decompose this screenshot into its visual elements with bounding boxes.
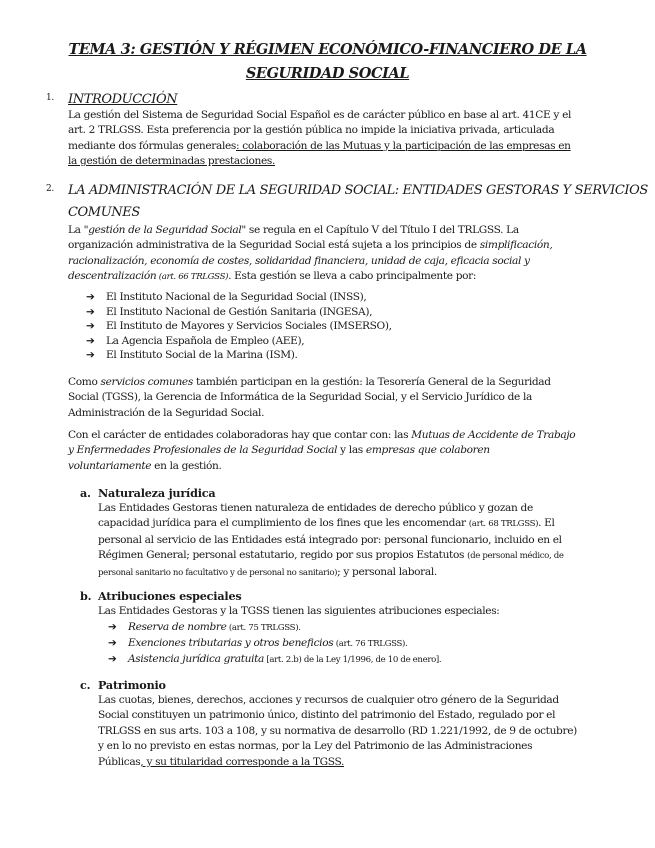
section-2-number: 2. xyxy=(46,184,54,194)
entities-list xyxy=(86,290,392,363)
subsection-title: Naturaleza jurídica xyxy=(98,486,216,500)
title-line-2: SEGURIDAD SOCIAL xyxy=(245,65,410,82)
small-ref: [art. 2.b) de la Ley 1/1996, de 10 de enero]. xyxy=(264,655,442,665)
italic-text: descentralización xyxy=(68,270,157,283)
text-line: TRLGSS en sus arts. 103 a 108, y su normativa de desarrollo (RD 1.221/1992, de 9 de octubre) xyxy=(98,724,577,737)
list-item xyxy=(108,636,441,652)
subsection-a-heading xyxy=(80,486,215,500)
section-1-number: 1. xyxy=(46,93,54,103)
small-ref: (de personal médico, de xyxy=(467,551,564,562)
text-line xyxy=(68,459,588,474)
text-run: Como xyxy=(68,376,101,388)
list-item-text: El Instituto de Mayores y Servicios Sociales (IMSERSO), xyxy=(106,320,392,332)
subsection-a-paragraph xyxy=(98,501,593,581)
text-run: en la gestión. xyxy=(151,459,222,472)
text-run: . Esta gestión se lleva a cabo principalmente por: xyxy=(228,270,477,283)
list-item xyxy=(108,620,441,636)
list-item xyxy=(86,319,392,334)
italic-text: voluntariamente xyxy=(68,459,152,472)
title-line-1: TEMA 3: GESTIÓN Y RÉGIMEN ECONÓMICO-FINANCIERO DE LA xyxy=(68,41,587,58)
subsection-letter: a. xyxy=(80,486,91,500)
italic-text: empresas que colaboren xyxy=(365,444,490,457)
list-item xyxy=(86,290,392,305)
small-ref: personal sanitario no facultativo y de personal no sanitario) xyxy=(98,567,338,578)
section-2-title-line-1: LA ADMINISTRACIÓN DE LA SEGURIDAD SOCIAL: ENTIDADES GESTORAS Y SERVICIOS xyxy=(68,183,648,198)
list-item-text: Exenciones tributarias y otros beneficios xyxy=(128,637,334,649)
list-item-text: El Instituto Nacional de la Seguridad Social (INSS), xyxy=(106,291,367,303)
subsection-c-heading xyxy=(80,678,166,692)
text-run: también participan en la gestión: la Tesorería General de la Seguridad xyxy=(192,376,551,388)
arrow-icon: ➔ xyxy=(86,334,95,347)
section-2-paragraph-1 xyxy=(68,223,588,286)
italic-text: Mutuas de Accidente de Trabajo xyxy=(411,429,576,441)
text-line xyxy=(68,269,588,285)
small-ref: (art. 76 TRLGSS). xyxy=(333,639,408,649)
text-run: Públicas xyxy=(98,755,141,768)
subsection-b-intro xyxy=(98,604,593,619)
subsection-title: Atribuciones especiales xyxy=(98,589,242,603)
text-run: Con el carácter de entidades colaboradoras hay que contar con: las xyxy=(68,429,412,441)
small-ref: (art. 66 TRLGSS) xyxy=(156,272,229,283)
text-line: La gestión del Sistema de Seguridad Social Español es de carácter público en base al art. 41CE y el xyxy=(68,109,572,121)
list-item-text: Reserva de nombre xyxy=(128,621,227,633)
text-line: Social constituyen un patrimonio único, distinto del patrimonio del Estado, regulado por el xyxy=(98,709,556,722)
text-line xyxy=(68,443,588,458)
text-line xyxy=(68,238,588,253)
arrow-icon: ➔ xyxy=(86,291,95,303)
subsection-b-heading xyxy=(80,589,241,603)
text-line: Social (TGSS), la Gerencia de Informática de la Seguridad Social, y el Servicio Jurídico de la xyxy=(68,391,532,404)
text-run: . El xyxy=(538,517,555,530)
small-ref: (art. 68 TRLGSS) xyxy=(468,519,539,530)
list-item xyxy=(108,652,441,668)
arrow-icon: ➔ xyxy=(108,637,117,649)
text-run: ; y personal laboral. xyxy=(337,565,437,578)
text-line: Las cuotas, bienes, derechos, acciones y recursos de cualquier otro género de la Seguridad xyxy=(98,694,559,706)
text-line xyxy=(68,375,588,390)
subsection-c-paragraph xyxy=(98,693,593,770)
text-line: Las Entidades Gestoras y la TGSS tienen las siguientes atribuciones especiales: xyxy=(98,605,500,617)
underlined-line: la gestión de determinadas prestaciones. xyxy=(68,155,276,168)
text-run: se regula en el Capítulo V del Título I del TRLGSS. La xyxy=(245,224,519,236)
subsection-letter: c. xyxy=(80,678,91,692)
list-item-text: La Agencia Española de Empleo (AEE), xyxy=(106,334,305,347)
text-line: Administración de la Seguridad Social. xyxy=(68,406,265,419)
list-item xyxy=(86,305,392,320)
arrow-icon: ➔ xyxy=(108,621,117,633)
arrow-icon: ➔ xyxy=(86,320,95,332)
section-2-paragraph-3 xyxy=(68,428,588,474)
list-item-text: Asistencia jurídica gratuita xyxy=(128,653,265,665)
section-2-paragraph-2 xyxy=(68,375,588,421)
section-1-title: INTRODUCCIÓN xyxy=(68,92,178,107)
list-item xyxy=(86,348,392,363)
arrow-icon: ➔ xyxy=(108,653,117,665)
subsection-letter: b. xyxy=(80,589,92,603)
text-run: capacidad jurídica para el cumplimiento de los fines que les encomendar xyxy=(98,517,469,530)
text-line xyxy=(98,565,593,581)
text-run: Régimen General; personal estatutario, regido por sus propios Estatutos xyxy=(98,549,468,562)
text-line xyxy=(68,223,588,238)
text-line xyxy=(68,139,588,154)
arrow-icon: ➔ xyxy=(86,305,95,318)
text-line xyxy=(98,548,593,564)
section-2-title-line-2: COMUNES xyxy=(68,205,140,220)
italic-text: y Enfermedades Profesionales de la Seguridad Social xyxy=(68,444,338,457)
text-run: La xyxy=(68,224,84,236)
text-line: personal al servicio de las Entidades está integrado por: personal funcionario, incluido en el xyxy=(98,533,562,546)
text-run: organización administrativa de la Seguridad Social está sujeta a los principios de xyxy=(68,239,480,252)
attributions-list xyxy=(108,620,441,668)
italic-line: racionalización, economía de costes, solidaridad financiera, unidad de caja, eficacia social y xyxy=(68,254,530,267)
underlined-text: : colaboración de las Mutuas y la participación de las empresas en xyxy=(236,139,571,152)
text-line xyxy=(98,516,593,532)
italic-text: "gestión de la Seguridad Social" xyxy=(83,224,246,236)
italic-text: simplificación, xyxy=(479,239,553,252)
underlined-text: , y su titularidad corresponde a la TGSS. xyxy=(140,755,345,768)
document-title xyxy=(60,38,595,86)
italic-text: servicios comunes xyxy=(100,376,193,388)
arrow-icon: ➔ xyxy=(86,349,95,361)
text-run: mediante dos fórmulas generales xyxy=(68,139,236,152)
small-ref: (art. 75 TRLGSS). xyxy=(226,623,301,633)
text-line xyxy=(68,428,588,443)
list-item xyxy=(86,334,392,349)
section-1-paragraph xyxy=(68,108,588,170)
text-line: y en lo no previsto en estas normas, por la Ley del Patrimonio de las Administraciones xyxy=(98,740,533,753)
subsection-title: Patrimonio xyxy=(98,678,166,692)
list-item-text: El Instituto Nacional de Gestión Sanitaria (INGESA), xyxy=(106,305,373,318)
text-run: y las xyxy=(337,444,366,457)
text-line: Las Entidades Gestoras tienen naturaleza de entidades de derecho público y gozan de xyxy=(98,502,533,514)
text-line xyxy=(98,755,593,770)
text-line: art. 2 TRLGSS. Esta preferencia por la gestión pública no impide la iniciativa privada, articulada xyxy=(68,124,555,137)
list-item-text: El Instituto Social de la Marina (ISM). xyxy=(106,349,298,361)
